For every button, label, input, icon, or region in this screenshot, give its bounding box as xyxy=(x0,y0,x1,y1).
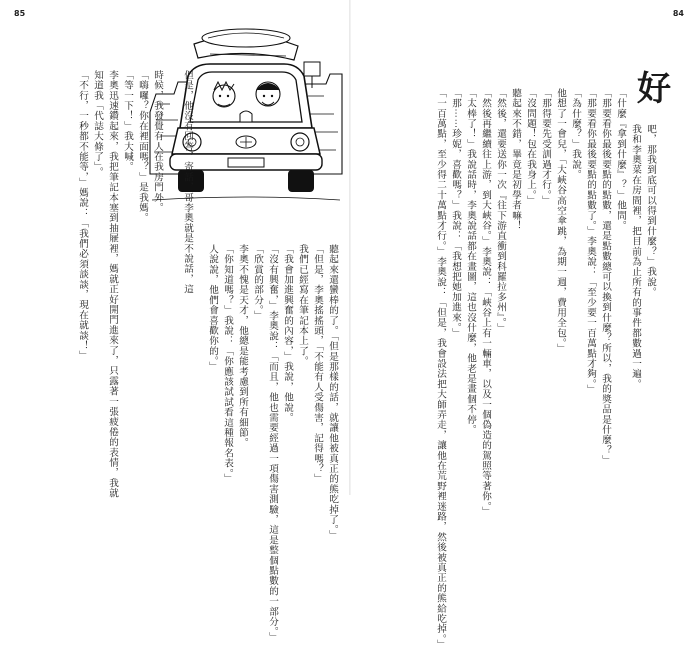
text-column: 「你知道嗎？」我說：「你應該試試看這種報名表。」 xyxy=(222,244,233,484)
text-column: 知道我「代誌大條了」。 xyxy=(92,70,103,178)
text-column: 「等一下！」我大喊。 xyxy=(122,70,133,172)
text-column: 我和李奧菜在房間裡，把目前為止所有的事件都數過一遍。 xyxy=(630,124,641,390)
text-column: 我們已經寫在筆記本上了。 xyxy=(297,244,308,367)
paragraph-gap xyxy=(165,70,180,460)
text-column: 時候，我發覺有人在我房門外。 xyxy=(152,70,163,213)
text-column: 「欣賞的部分。」 xyxy=(252,244,263,321)
text-column: 「不行，一秒都不能等，」媽說：「我們必須談談，現在就談！」 xyxy=(77,70,88,361)
text-column: 「什麼『拿到什麼』？」他問。 xyxy=(615,88,626,231)
text-column: 李奧迅速鑽起來，我把筆記本塞到抽屜裡，媽就正好開門進來了，只露著一張疲倦的表情，我就 xyxy=(107,70,118,499)
text-column: 「然後再繼續往上游，到大峽谷。」李奧說：「峽谷上有一輛車，以及一個偽造的駕照等著你。」 xyxy=(480,88,491,517)
text-column: 「太棒了！」我說話時，李奧說話都在畫圖，這也沒什麼，他老是畫個不停。 xyxy=(465,88,476,435)
text-column: 「但是，李奧搖搖頭，「不能有人受傷害，記得嗎？」 xyxy=(312,244,323,484)
left-page-text-upper xyxy=(205,244,340,643)
text-column: 「那⋯⋯珍妮，喜歡嗎？」我說：「我想把她加進來。」 xyxy=(450,88,461,339)
text-column: 「沒問題！包在我身上。」 xyxy=(525,88,536,206)
text-column: 「那要看你最後要點的點數了。」李奧說：「至少要一百萬點才夠。」 xyxy=(585,88,596,395)
text-column: 「嗨囉？你在裡面嗎？」是我媽。 xyxy=(137,70,148,223)
text-column: 「沒有興奮，」李奧說：「而且，他也需要經過一項傷害測驗，這是整個點數的一部分。」 xyxy=(267,244,278,643)
text-column: 吧，那我到底可以得到什麼？」我說。 xyxy=(645,124,656,298)
text-column: 「那要看你最後要點的點數，還是點數總可以換到什麼？所以，我的獎品是什麼？」 xyxy=(600,88,611,466)
text-column: 「一百萬點，至少得二十萬點才行。」李奧說：「但是，我會設法把大師弄走，讓他在荒野裡迷路，然後被真正的熊給吃掉。」 xyxy=(435,88,446,650)
text-column: 聽起來不錯，畢竟是初學者嘛！ xyxy=(510,88,521,231)
page-gutter xyxy=(349,0,351,495)
text-column: 「為什麼？」我說。 xyxy=(570,88,581,180)
text-column: 「那得要先受訓過才行。」 xyxy=(540,88,551,206)
text-column: 李奧不愧是天才，他總是能考慮到所有細節。 xyxy=(237,244,248,448)
text-column: 人說說，他們會喜歡你的。」 xyxy=(207,244,218,372)
right-page-number: 84 xyxy=(672,9,684,18)
text-column: 聽起來還蠻棒的了。「但是那樣的話，就讓他被真正的熊吃掉了。」 xyxy=(327,244,338,541)
text-column: 他想了一會兒，「大峽谷高空傘跳，為期一週，費用全包。」 xyxy=(555,88,566,354)
text-column: 但是，他沒有回答，寄話，哥李奧就是不說話，這 xyxy=(182,70,193,295)
left-page-text-lower xyxy=(20,70,195,499)
text-column: 「我會加進興奮的內容，」我說，他說。 xyxy=(282,244,293,423)
left-page-number: 85 xyxy=(14,9,26,18)
text-column: 「然後，還要送你一次『往下游直衝到科羅拉多州』。」 xyxy=(495,88,506,334)
drop-cap: 好 xyxy=(637,69,671,109)
right-page-text xyxy=(362,88,658,650)
